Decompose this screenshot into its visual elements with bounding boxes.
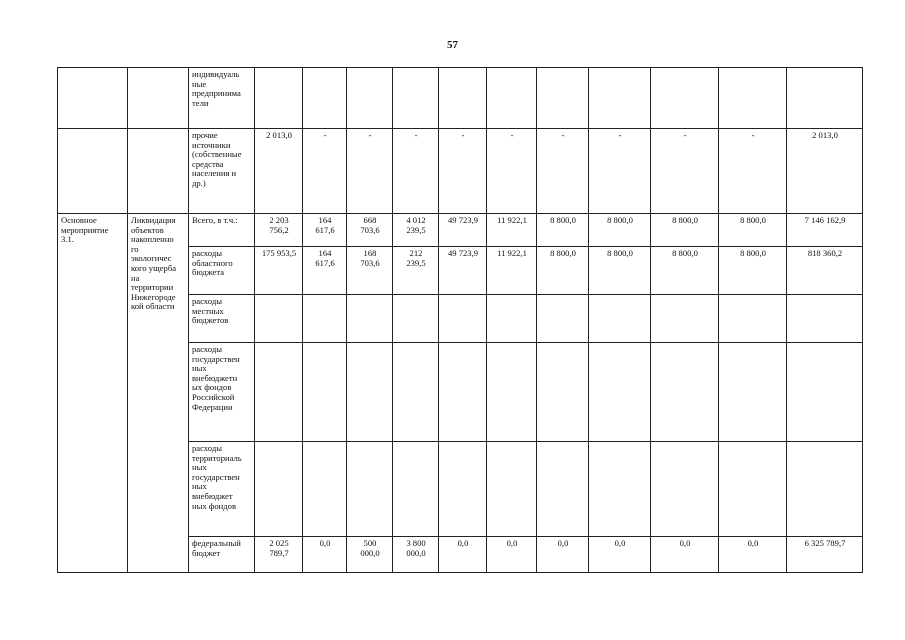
- value-cell: [787, 442, 863, 537]
- value-cell: [393, 295, 439, 343]
- value-cell: [393, 343, 439, 442]
- event-description-cell: [128, 214, 189, 573]
- value-cell: 164 617,6: [303, 247, 347, 295]
- value-cell: -: [303, 129, 347, 214]
- value-cell: [651, 68, 719, 129]
- value-cell: -: [719, 129, 787, 214]
- value-cell: [537, 442, 589, 537]
- value-cell: [487, 343, 537, 442]
- value-cell: 0,0: [589, 537, 651, 573]
- value-cell: [719, 295, 787, 343]
- funding-source-cell: расходы территориаль ных государствен ных внебюджет ных фондов: [189, 442, 255, 537]
- value-cell: 0,0: [651, 537, 719, 573]
- value-cell: [589, 343, 651, 442]
- value-cell: 7 146 162,9: [787, 214, 863, 247]
- value-cell: 0,0: [537, 537, 589, 573]
- value-cell: [393, 68, 439, 129]
- value-cell: -: [651, 129, 719, 214]
- value-cell: 3 800 000,0: [393, 537, 439, 573]
- value-cell: 0,0: [439, 537, 487, 573]
- value-cell: 8 800,0: [537, 214, 589, 247]
- event-description-cell: [128, 129, 189, 214]
- value-cell: 6 325 789,7: [787, 537, 863, 573]
- value-cell: [719, 442, 787, 537]
- value-cell: 2 013,0: [787, 129, 863, 214]
- value-cell: 500 000,0: [347, 537, 393, 573]
- value-cell: 4 012 239,5: [393, 214, 439, 247]
- value-cell: [719, 343, 787, 442]
- value-cell: [347, 68, 393, 129]
- value-cell: [719, 68, 787, 129]
- value-cell: 212 239,5: [393, 247, 439, 295]
- value-cell: [439, 68, 487, 129]
- value-cell: [589, 295, 651, 343]
- value-cell: [651, 343, 719, 442]
- value-cell: 8 800,0: [589, 214, 651, 247]
- event-description-text: Ликвидация объектов накопленно го экологичес кого ущерба на территории Нижегороде кой области: [131, 215, 177, 312]
- value-cell: 2 203 756,2: [255, 214, 303, 247]
- funding-source-cell: расходы областного бюджета: [189, 247, 255, 295]
- table-row: [58, 129, 863, 214]
- funding-source-cell: расходы государствен ных внебюджетн ых фондов Российской Федерации: [189, 343, 255, 442]
- value-cell: 8 800,0: [651, 214, 719, 247]
- funding-source-cell: федеральный бюджет: [189, 537, 255, 573]
- value-cell: [439, 295, 487, 343]
- value-cell: 8 800,0: [537, 247, 589, 295]
- value-cell: [787, 295, 863, 343]
- value-cell: [537, 68, 589, 129]
- value-cell: 0,0: [719, 537, 787, 573]
- value-cell: [303, 343, 347, 442]
- value-cell: [487, 442, 537, 537]
- value-cell: [303, 442, 347, 537]
- value-cell: -: [347, 129, 393, 214]
- value-cell: 818 360,2: [787, 247, 863, 295]
- value-cell: [439, 442, 487, 537]
- funding-source-cell: прочие источники (собственные средства населения и др.): [189, 129, 255, 214]
- event-name-text: Основное мероприятие 3.1.: [61, 215, 109, 245]
- value-cell: 8 800,0: [719, 247, 787, 295]
- value-cell: [651, 442, 719, 537]
- value-cell: [589, 68, 651, 129]
- value-cell: -: [537, 129, 589, 214]
- value-cell: [487, 295, 537, 343]
- value-cell: [303, 68, 347, 129]
- value-cell: [393, 442, 439, 537]
- value-cell: [787, 68, 863, 129]
- value-cell: 175 953,5: [255, 247, 303, 295]
- budget-table: [57, 67, 863, 573]
- event-name-cell: [58, 68, 128, 129]
- value-cell: [347, 343, 393, 442]
- table-row: [58, 68, 863, 129]
- table-row: [58, 214, 863, 247]
- value-cell: 49 723,9: [439, 214, 487, 247]
- value-cell: [255, 343, 303, 442]
- page-number: 57: [447, 39, 458, 51]
- value-cell: 11 922,1: [487, 247, 537, 295]
- value-cell: [255, 442, 303, 537]
- value-cell: 0,0: [487, 537, 537, 573]
- value-cell: [589, 442, 651, 537]
- value-cell: [347, 442, 393, 537]
- value-cell: 668 703,6: [347, 214, 393, 247]
- event-name-cell: [58, 129, 128, 214]
- value-cell: 2 013,0: [255, 129, 303, 214]
- value-cell: 168 703,6: [347, 247, 393, 295]
- value-cell: 8 800,0: [589, 247, 651, 295]
- value-cell: 8 800,0: [719, 214, 787, 247]
- event-name-cell: [58, 214, 128, 573]
- value-cell: [651, 295, 719, 343]
- value-cell: [347, 295, 393, 343]
- value-cell: 8 800,0: [651, 247, 719, 295]
- value-cell: 49 723,9: [439, 247, 487, 295]
- funding-source-cell: индивидуаль ные предпринима тели: [189, 68, 255, 129]
- value-cell: [787, 343, 863, 442]
- value-cell: 164 617,6: [303, 214, 347, 247]
- funding-source-cell: расходы местных бюджетов: [189, 295, 255, 343]
- value-cell: [303, 295, 347, 343]
- funding-source-cell: Всего, в т.ч.:: [189, 214, 255, 247]
- value-cell: [537, 295, 589, 343]
- value-cell: -: [439, 129, 487, 214]
- value-cell: 11 922,1: [487, 214, 537, 247]
- value-cell: 0,0: [303, 537, 347, 573]
- value-cell: 2 025 789,7: [255, 537, 303, 573]
- value-cell: [487, 68, 537, 129]
- event-description-cell: [128, 68, 189, 129]
- value-cell: -: [589, 129, 651, 214]
- value-cell: [439, 343, 487, 442]
- value-cell: -: [393, 129, 439, 214]
- value-cell: [255, 68, 303, 129]
- value-cell: [537, 343, 589, 442]
- value-cell: -: [487, 129, 537, 214]
- value-cell: [255, 295, 303, 343]
